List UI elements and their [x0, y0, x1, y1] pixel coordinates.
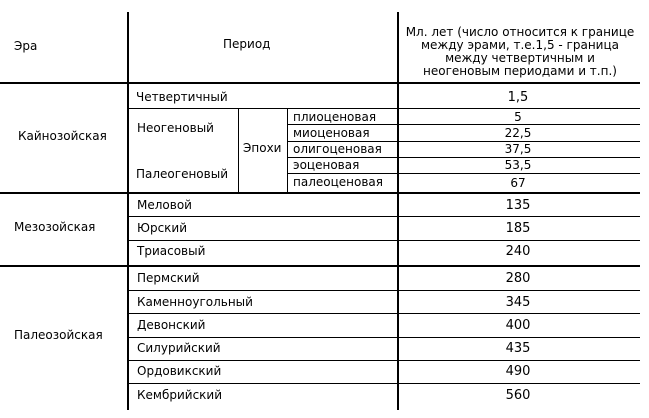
value-cambrian: 560 — [505, 388, 531, 403]
row-line — [288, 173, 640, 174]
period-triassic: Триасовый — [137, 244, 206, 258]
value-permian: 280 — [505, 271, 531, 286]
value-eocene: 53,5 — [504, 158, 532, 172]
divider-era-period — [127, 12, 129, 410]
period-devonian: Девонский — [137, 318, 206, 332]
period-neogene: Неогеновый — [137, 121, 214, 135]
value-silurian: 435 — [505, 341, 531, 356]
period-permian: Пермский — [137, 271, 200, 285]
value-paleocene: 67 — [510, 176, 526, 190]
value-devonian: 400 — [505, 318, 531, 333]
value-triassic: 240 — [505, 244, 531, 259]
era-mesozoic: Мезозойская — [14, 220, 96, 234]
value-pliocene: 5 — [514, 110, 522, 124]
row-line — [129, 337, 640, 338]
header-period: Период — [223, 37, 271, 51]
value-carboniferous: 345 — [505, 295, 531, 310]
header-era: Эра — [14, 39, 38, 53]
row-line — [129, 383, 640, 384]
value-cretaceous: 135 — [505, 198, 531, 213]
divider-epochs-names — [287, 109, 288, 192]
epoch-oligocene: олигоценовая — [293, 142, 382, 156]
value-quaternary: 1,5 — [507, 90, 529, 105]
row-line — [129, 360, 640, 361]
divider-period-epochs — [238, 109, 239, 192]
period-cambrian: Кембрийский — [137, 388, 223, 402]
epoch-eocene: эоценовая — [293, 158, 360, 172]
value-ordovician: 490 — [505, 364, 531, 379]
epoch-paleocene: палеоценовая — [293, 175, 383, 189]
epoch-miocene: миоценовая — [293, 126, 370, 140]
period-carboniferous: Каменноугольный — [137, 295, 253, 309]
value-miocene: 22,5 — [504, 126, 532, 140]
era-divider-mesozoic-paleozoic — [0, 265, 640, 267]
epoch-pliocene: плиоценовая — [293, 110, 377, 124]
era-divider-cenozoic-mesozoic — [0, 192, 640, 194]
value-jurassic: 185 — [505, 221, 531, 236]
value-oligocene: 37,5 — [504, 142, 532, 156]
row-line — [129, 216, 640, 217]
row-line — [129, 290, 640, 291]
period-quaternary: Четвертичный — [136, 90, 228, 104]
period-silurian: Силурийский — [137, 341, 221, 355]
epochs-label: Эпохи — [243, 141, 282, 155]
era-paleozoic: Палеозойская — [14, 328, 103, 342]
row-line — [129, 240, 640, 241]
period-cretaceous: Меловой — [137, 198, 192, 212]
header-mya: Мл. лет (число относится к границе между эрами, т.е.1,5 - граница между четвертичным и неогеновым периодами и т.п.) — [405, 25, 635, 78]
period-paleogene: Палеогеновый — [136, 167, 228, 181]
period-ordovician: Ордовикский — [137, 364, 222, 378]
period-jurassic: Юрский — [137, 221, 188, 235]
row-line — [129, 313, 640, 314]
header-divider — [0, 82, 640, 84]
row-line — [129, 108, 640, 109]
row-line — [288, 124, 640, 125]
era-cenozoic: Кайнозойская — [18, 129, 107, 143]
